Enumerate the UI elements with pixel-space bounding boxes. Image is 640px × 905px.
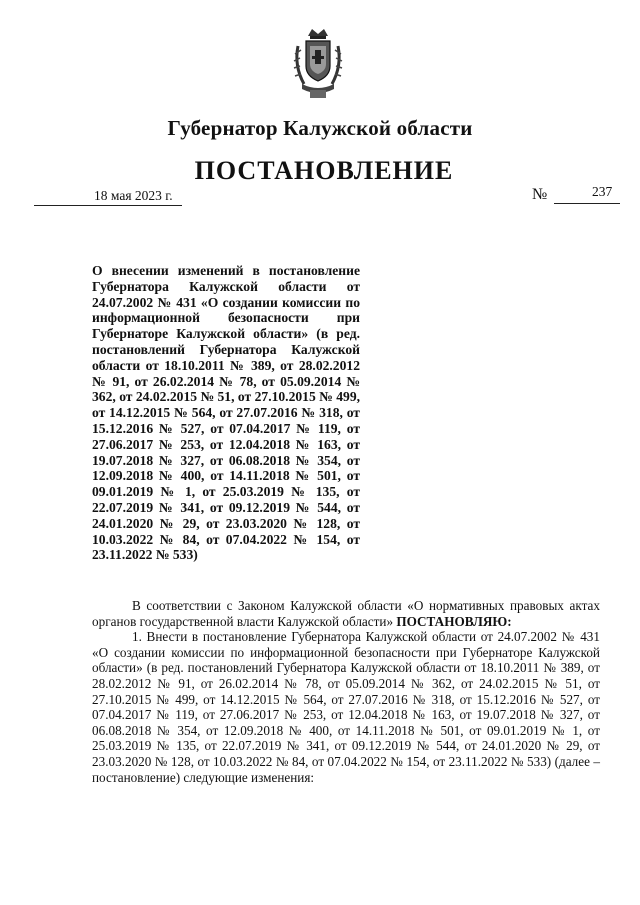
date-value: 18 мая 2023 г. [94, 188, 173, 203]
number-underline [554, 203, 620, 204]
document-date [34, 188, 194, 210]
resolve-colon: : [507, 613, 512, 629]
document-subject: О внесении изменений в постановление Губернатора Калужской области от 24.07.2002 № 431 «О создании комиссии по информационной безопасности при Губернаторе Калужской области» (в ред. постановлений Губернатора Калужской области от 18.10.2011 № 389, от 28.02.2012 № 91, от 26.02.2014 № 78, от 05.09.2014 № 362, от 24.02.2015 № 51, от 27.10.2015 № 499, от 14.12.2015 № 564, от 27.07.2016 № 318, от 15.12.2016 № 527, от 07.04.2017 № 119, от 27.06.2017 № 253, от 12.04.2018 № 163, от 19.07.2018 № 327, от 06.08.2018 № 354, от 12.09.2018 № 400, от 14.11.2018 № 501, от 09.01.2019 № 1, от 25.03.2019 № 135, от 22.07.2019 № 341, от 09.12.2019 № 544, от 24.01.2020 № 29, от 23.03.2020 № 128, от 10.03.2022 № 84, от 07.04.2022 № 154, от 23.11.2022 № 533) [92, 263, 361, 563]
paragraph-preamble [92, 598, 600, 629]
date-underline [34, 205, 182, 206]
number-sign: № [532, 186, 548, 203]
preamble-text: В соответствии с Законом Калужской области «О нормативных правовых актах органов государственной власти Калужской области» [92, 598, 600, 629]
page-title: Губернатор Калужской области [167, 116, 473, 140]
coat-of-arms-icon [286, 26, 350, 102]
document-type: ПОСТАНОВЛЕНИЕ [194, 156, 454, 185]
document-body [92, 598, 600, 785]
document-number: 237 [592, 184, 613, 199]
resolve-keyword: ПОСТАНОВЛЯЮ [396, 613, 508, 629]
paragraph-item-1: 1. Внести в постановление Губернатора Калужской области от 24.07.2002 № 431 «О создании комиссии по информационной безопасности при Губернаторе Калужской области» (в ред. постановлений Губернатора Калужской области от 18.10.2011 № 389, от 28.02.2012 № 91, от 26.02.2014 № 78, от 05.09.2014 № 362, от 24.02.2015 № 51, от 27.10.2015 № 499, от 14.12.2015 № 564, от 27.07.2016 № 318, от 15.12.2016 № 527, от 07.04.2017 № 119, от 27.06.2017 № 253, от 12.04.2018 № 163, от 19.07.2018 № 327, от 06.08.2018 № 354, от 12.09.2018 № 400, от 14.11.2018 № 501, от 09.01.2019 № 1, от 25.03.2019 № 135, от 22.07.2019 № 341, от 09.12.2019 № 544, от 24.01.2020 № 29, от 23.03.2020 № 128, от 10.03.2022 № 84, от 07.04.2022 № 154, от 23.11.2022 № 533) (далее – постановление) следующие изменения: [92, 629, 600, 785]
